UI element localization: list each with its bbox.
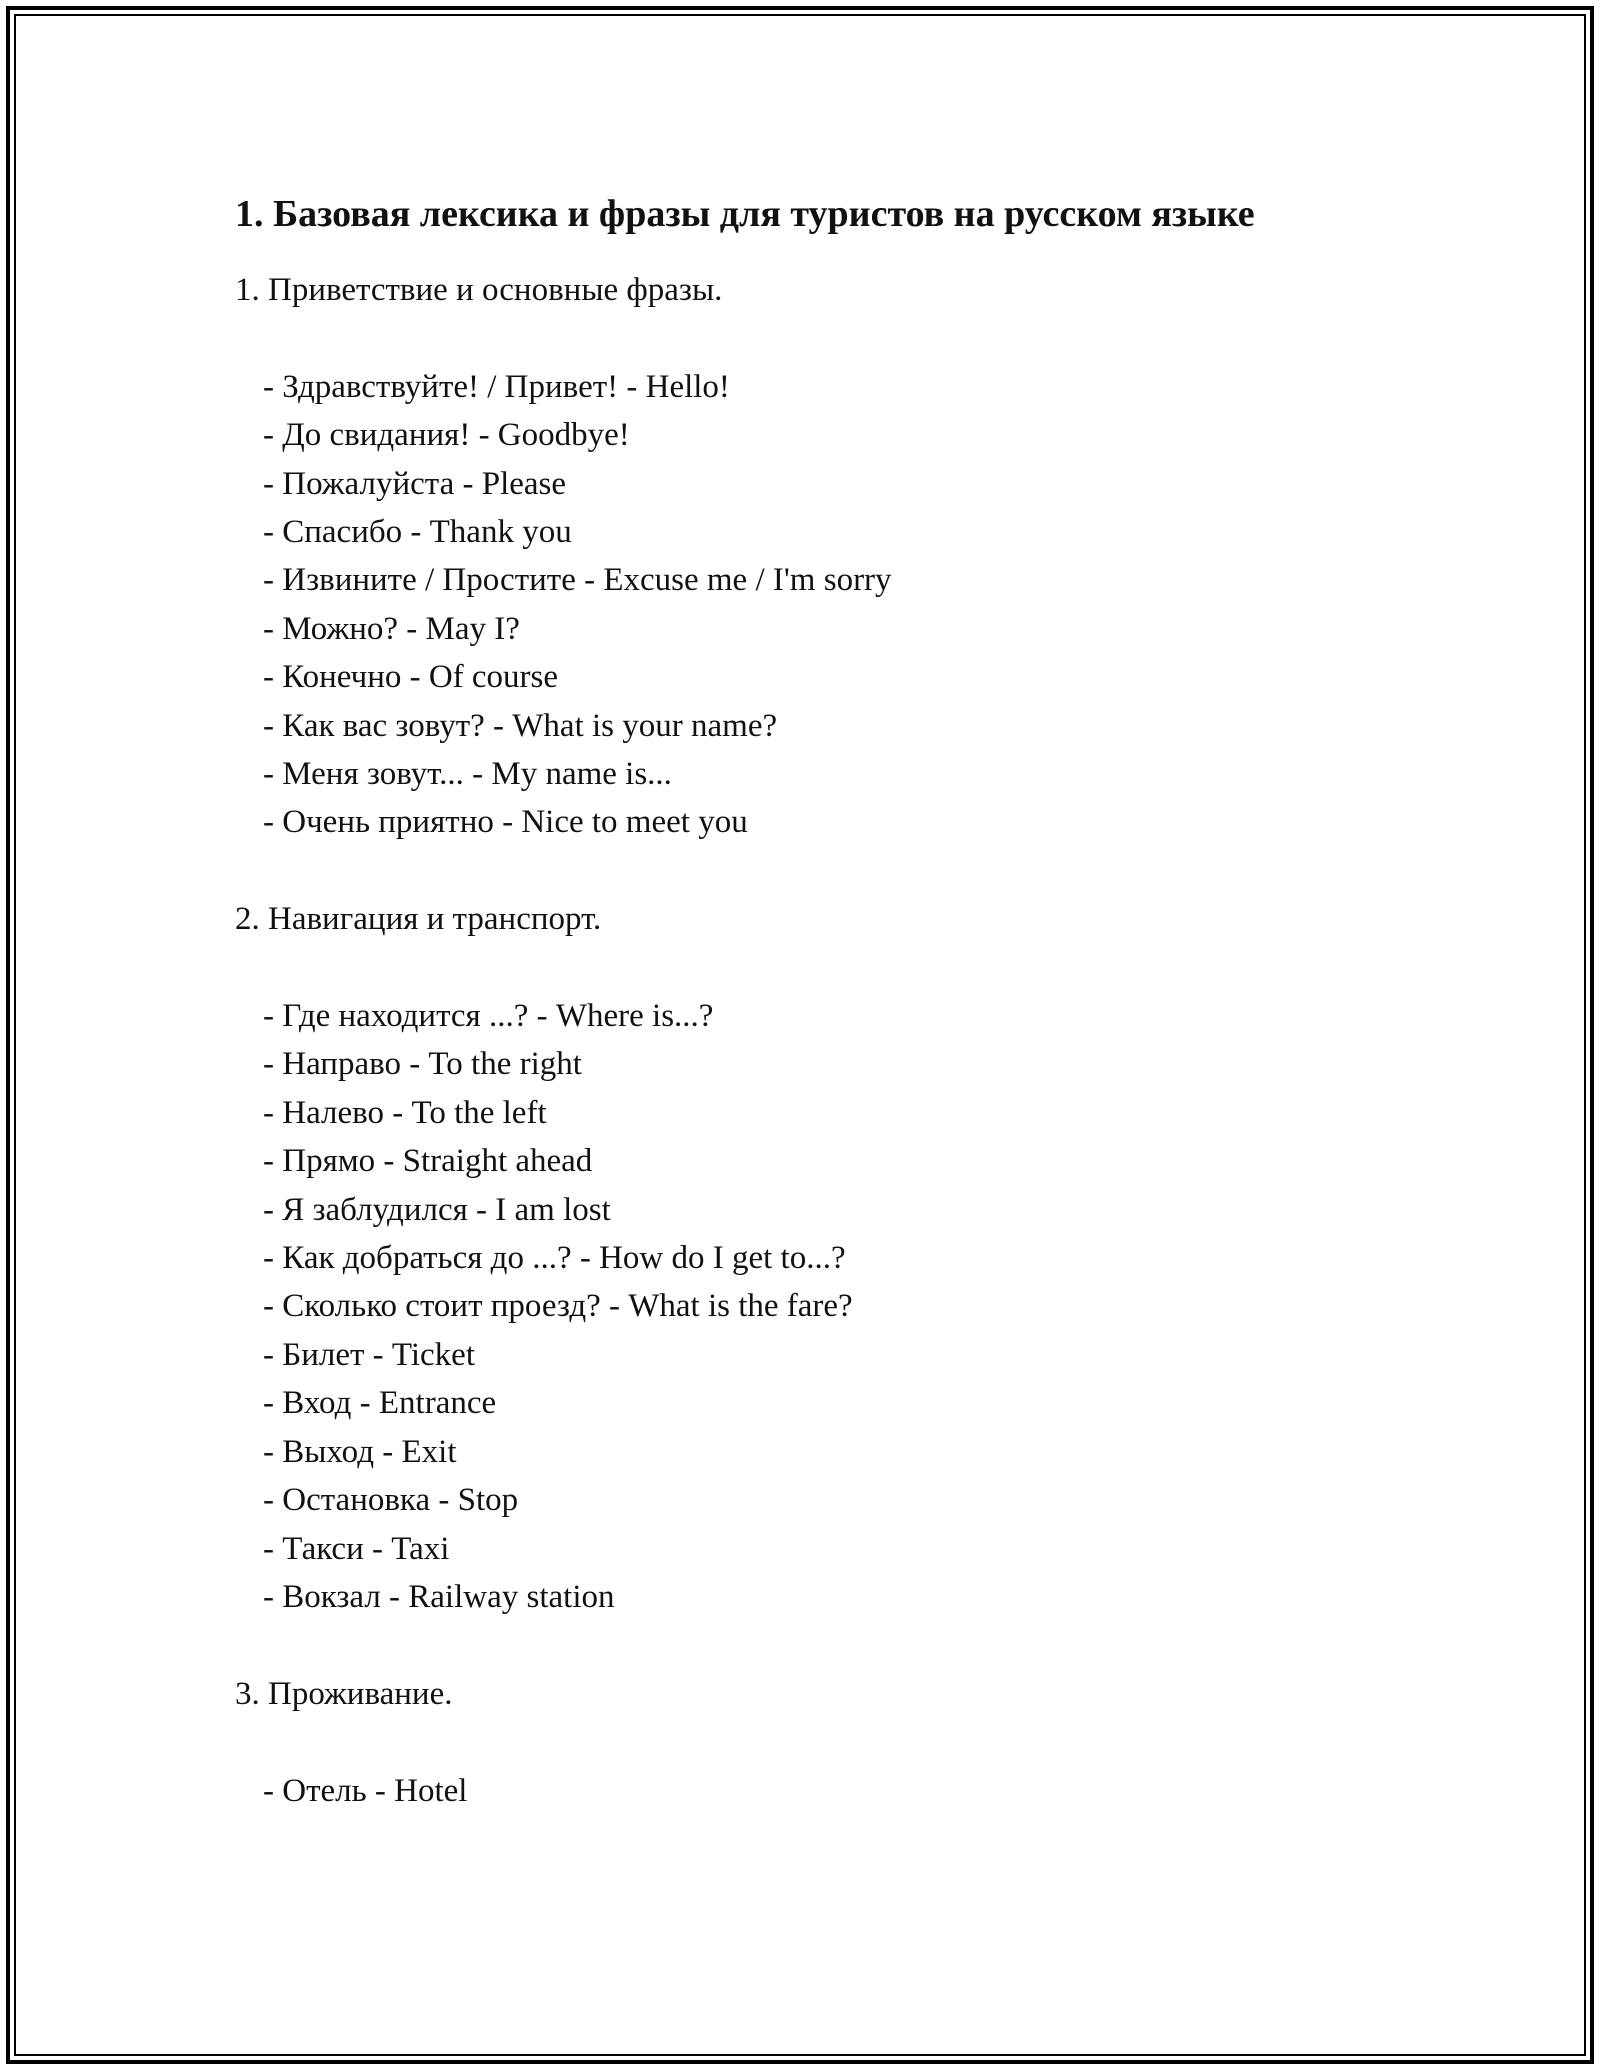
phrase-item: - Меня зовут... - My name is...: [263, 756, 672, 793]
phrase-item: - Направо - To the right: [263, 1046, 582, 1083]
section-heading: 2. Навигация и транспорт.: [235, 901, 602, 938]
phrase-item: - Отель - Hotel: [263, 1772, 468, 1809]
phrase-item: - Остановка - Stop: [263, 1482, 519, 1519]
phrase-item: - Вокзал - Railway station: [263, 1578, 615, 1615]
phrase-item: - Где находится ...? - Where is...?: [263, 998, 714, 1035]
phrase-item: - Налево - To the left: [263, 1094, 547, 1131]
phrase-list: [235, 1767, 1365, 1815]
section-greetings: [235, 266, 1365, 847]
phrase-item: - Пожалуйста - Please: [263, 465, 567, 502]
phrase-item: - Как добраться до ...? - How do I get to...?: [263, 1240, 846, 1277]
phrase-item: - Вход - Entrance: [263, 1385, 497, 1422]
phrase-item: - Выход - Exit: [263, 1433, 457, 1470]
phrase-item: - Билет - Ticket: [263, 1336, 476, 1373]
section-heading: 3. Проживание.: [235, 1675, 453, 1712]
phrase-item: - Прямо - Straight ahead: [263, 1143, 593, 1180]
phrase-item: - Как вас зовут? - What is your name?: [263, 707, 778, 744]
phrase-item: - Спасибо - Thank you: [263, 514, 572, 551]
phrase-list: [235, 992, 1365, 1621]
section-accommodation: [235, 1670, 1365, 1815]
document-title: 1. Базовая лексика и фразы для туристов на русском языке: [235, 193, 1255, 235]
phrase-item: - Конечно - Of course: [263, 659, 559, 696]
phrase-item: - Очень приятно - Nice to meet you: [263, 804, 748, 841]
phrase-item: - Такси - Taxi: [263, 1530, 450, 1567]
phrase-item: - Извините / Простите - Excuse me / I'm sorry: [263, 562, 892, 599]
phrase-item: - Здравствуйте! / Привет! - Hello!: [263, 368, 730, 405]
phrase-list: [235, 363, 1365, 847]
document-body: [235, 186, 1365, 1815]
section-navigation-transport: [235, 895, 1365, 1621]
section-heading: 1. Приветствие и основные фразы.: [235, 272, 723, 308]
phrase-item: - Я заблудился - I am lost: [263, 1191, 611, 1228]
phrase-item: - Можно? - May I?: [263, 610, 520, 647]
phrase-item: - Сколько стоит проезд? - What is the fare?: [263, 1288, 853, 1325]
phrase-item: - До свидания! - Goodbye!: [263, 417, 630, 454]
